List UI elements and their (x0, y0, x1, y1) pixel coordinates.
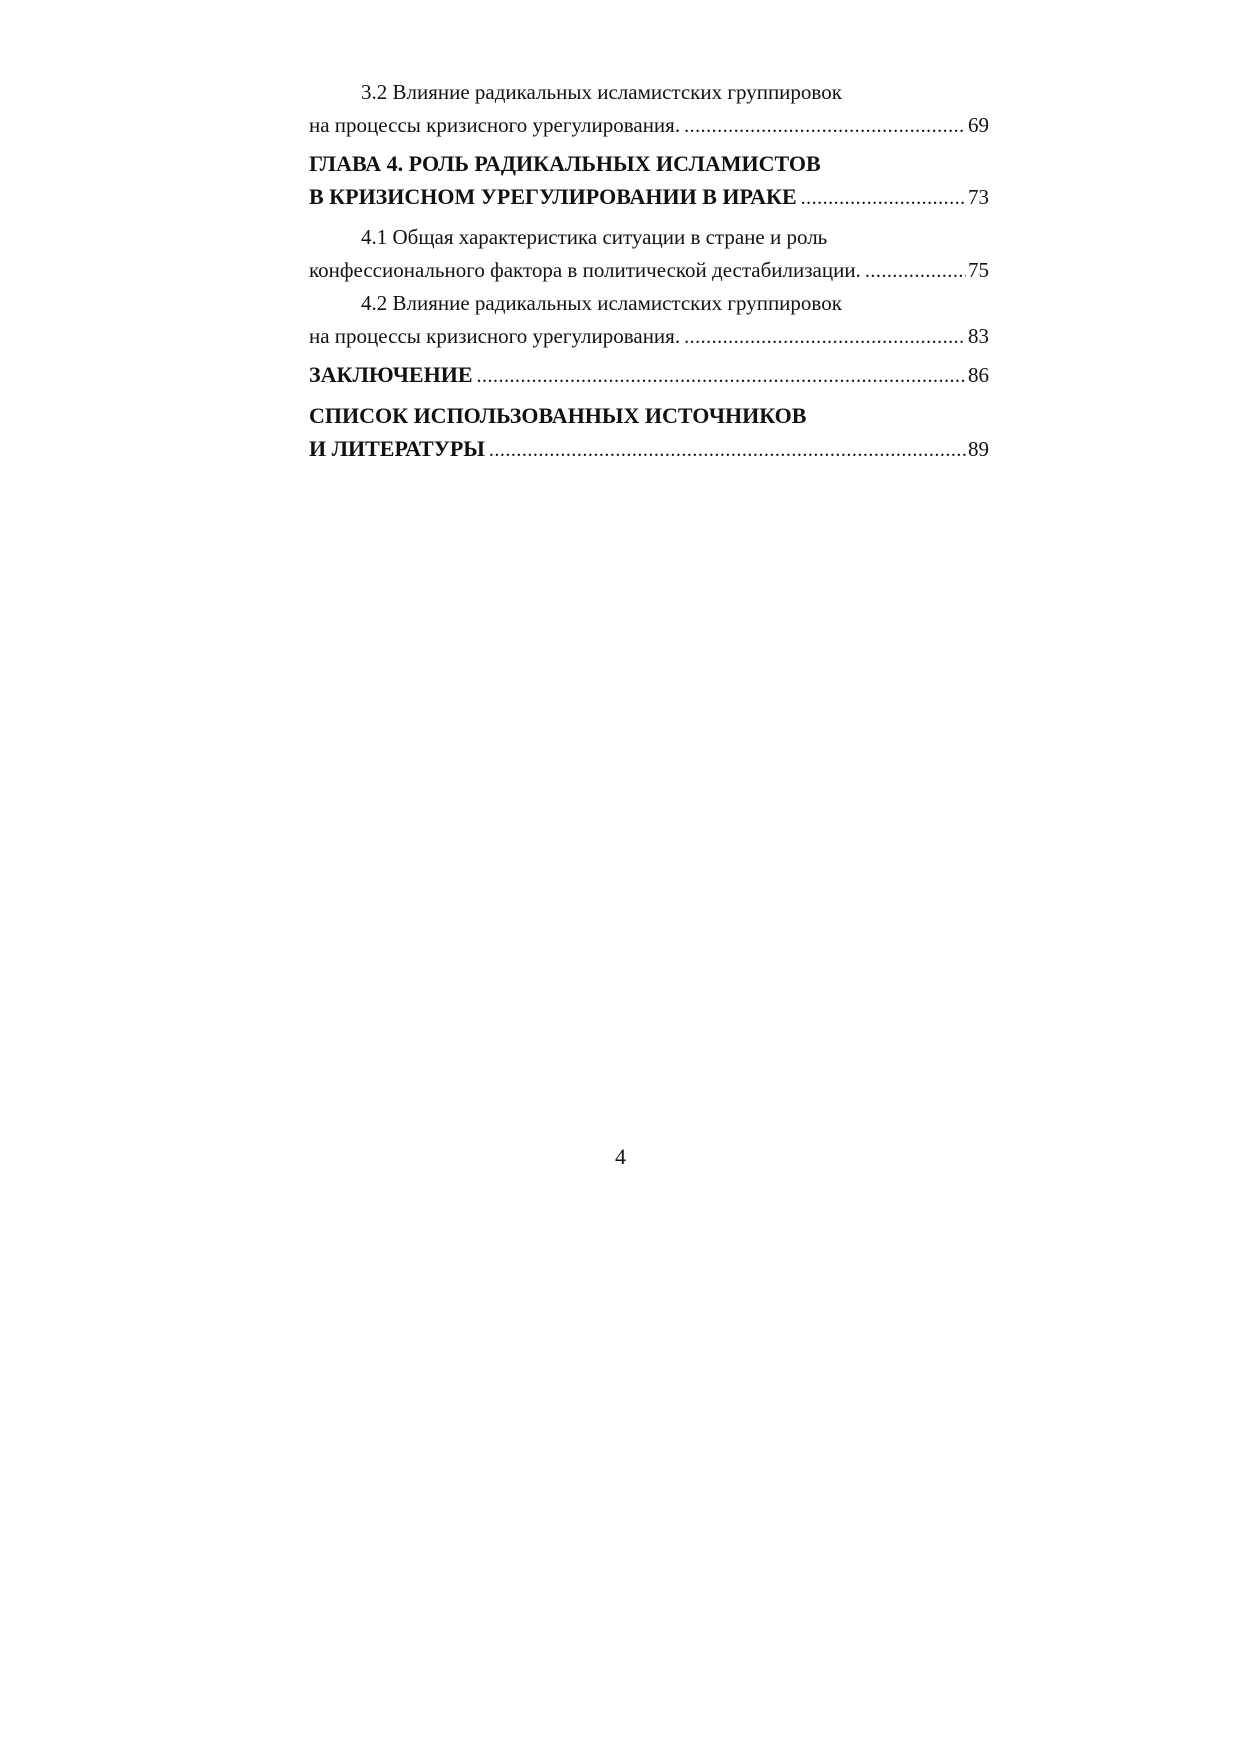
toc-entry-conclusion[interactable] (309, 358, 989, 391)
toc-entry-title-line1: ГЛАВА 4. РОЛЬ РАДИКАЛЬНЫХ ИСЛАМИСТОВ (309, 151, 821, 176)
page-number: 4 (615, 1144, 626, 1169)
toc-entry-title-line2: на процессы кризисного урегулирования. ..... 83 (309, 320, 989, 353)
toc-entry-title-line1: ЗАКЛЮЧЕНИЕ ..... 86 (309, 358, 989, 391)
toc-entry-3-2[interactable] (309, 76, 989, 142)
toc-entry-title-line1: 3.2 Влияние радикальных исламистских группировок (361, 80, 842, 104)
toc-page-number: 89 (968, 437, 989, 461)
toc-page-number: 83 (968, 324, 989, 348)
toc-page-number: 69 (968, 113, 989, 137)
toc-entry-title-line2: конфессионального фактора в политической дестабилизации. ..... 75 (309, 254, 989, 287)
toc-entry-bibliography[interactable] (309, 399, 989, 465)
dot-leader (489, 434, 966, 467)
dot-leader (865, 255, 966, 288)
toc-entry-4-1[interactable] (309, 221, 989, 287)
toc-entry-title-line1: 4.2 Влияние радикальных исламистских группировок (361, 291, 842, 315)
toc-entry-title-line1: 4.1 Общая характеристика ситуации в стране и роль (361, 225, 828, 249)
toc-entry-4-2[interactable] (309, 287, 989, 353)
table-of-contents (309, 76, 989, 465)
toc-page-number: 75 (968, 258, 989, 282)
toc-entry-chapter-4[interactable] (309, 147, 989, 213)
toc-page-number: 73 (968, 185, 989, 209)
toc-entry-title-line2: на процессы кризисного урегулирования. ..... 69 (309, 109, 989, 142)
toc-entry-title-line2: В КРИЗИСНОМ УРЕГУЛИРОВАНИИ В ИРАКЕ ..... 73 (309, 180, 989, 213)
toc-entry-title-line2: И ЛИТЕРАТУРЫ ..... 89 (309, 432, 989, 465)
dot-leader (801, 182, 966, 215)
toc-page-number: 86 (968, 363, 989, 387)
dot-leader (684, 321, 966, 354)
dot-leader (477, 360, 967, 393)
dot-leader (684, 110, 966, 143)
toc-entry-title-line1: СПИСОК ИСПОЛЬЗОВАННЫХ ИСТОЧНИКОВ (309, 403, 807, 428)
